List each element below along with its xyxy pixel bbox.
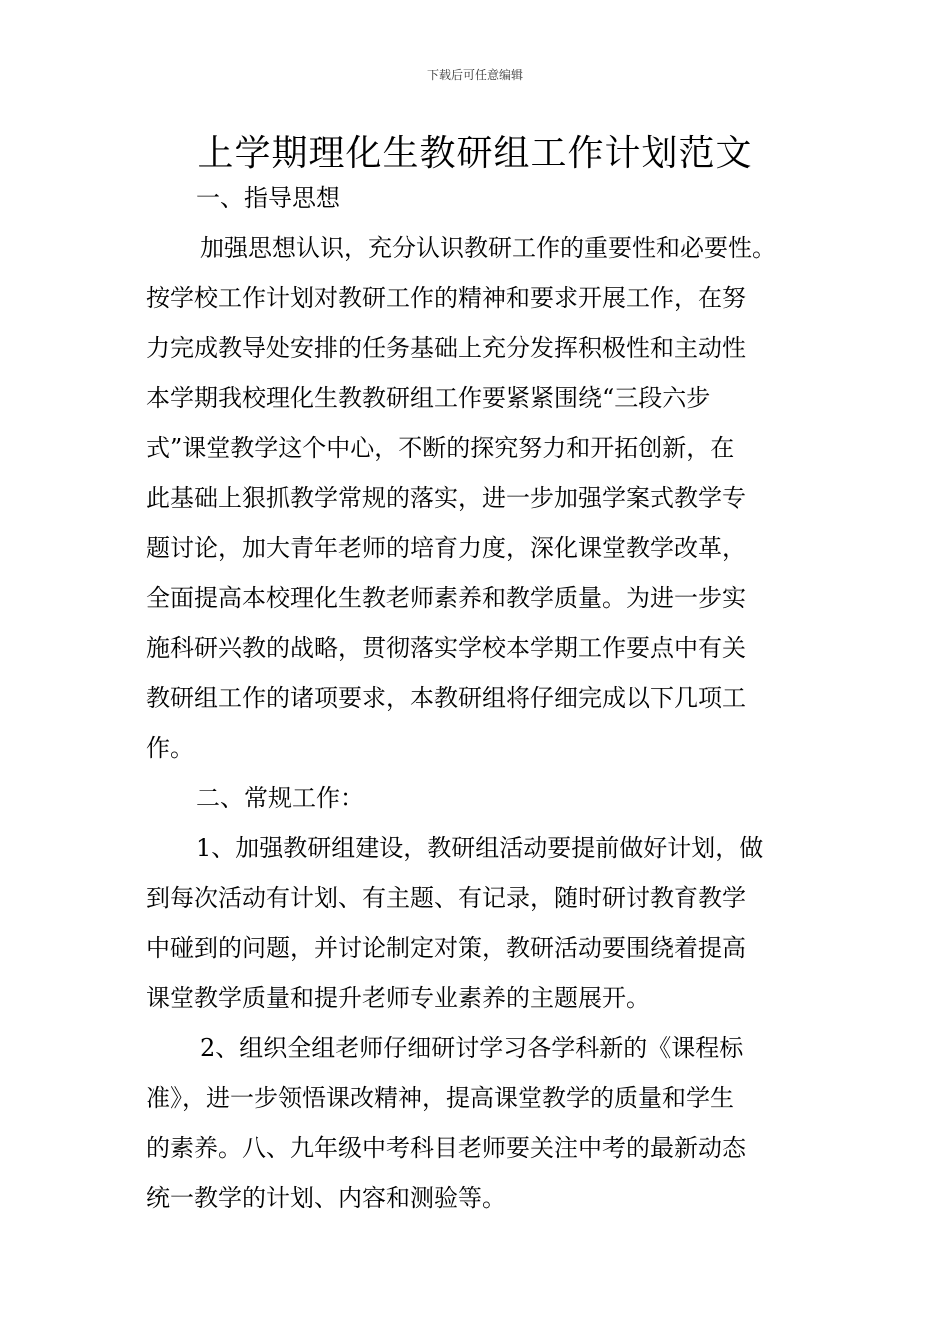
paragraph-line: 式”课堂教学这个中心，不断的探究努力和开拓创新，在	[146, 434, 735, 462]
paragraph-line: 此基础上狠抓教学常规的落实，进一步加强学案式教学专	[146, 484, 746, 512]
paragraph-line: 题讨论，加大青年老师的培育力度，深化课堂教学改革，	[146, 534, 746, 562]
paragraph-line: 准》，进一步领悟课改精神，提高课堂教学的质量和学生	[146, 1084, 734, 1112]
paragraph-line: 力完成教导处安排的任务基础上充分发挥积极性和主动性	[146, 334, 746, 362]
paragraph-line: 1、加强教研组建设，教研组活动要提前做好计划，做	[196, 834, 764, 862]
paragraph-line: 课堂教学质量和提升老师专业素养的主题展开。	[146, 984, 650, 1012]
paragraph-line: 全面提高本校理化生教老师素养和教学质量。为进一步实	[146, 584, 746, 612]
paragraph-line: 的素养。八、九年级中考科目老师要关注中考的最新动态	[146, 1134, 746, 1162]
paragraph-line: 本学期我校理化生教教研组工作要紧紧围绕“三段六步	[146, 384, 711, 412]
paragraph-line: 施科研兴教的战略，贯彻落实学校本学期工作要点中有关	[146, 634, 746, 662]
paragraph-line: 2、组织全组老师仔细研讨学习各学科新的《课程标	[200, 1034, 744, 1062]
paragraph-line: 按学校工作计划对教研工作的精神和要求开展工作，在努	[146, 284, 746, 312]
paragraph-line: 中碰到的问题，并讨论制定对策，教研活动要围绕着提高	[146, 934, 746, 962]
header-note: 下载后可任意编辑	[426, 68, 523, 82]
paragraph-line: 统一教学的计划、内容和测验等。	[146, 1184, 506, 1212]
paragraph-line: 教研组工作的诸项要求，本教研组将仔细完成以下几项工	[146, 684, 746, 712]
paragraph-line: 加强思想认识，充分认识教研工作的重要性和必要性。	[200, 234, 776, 262]
section-heading-guiding-ideology: 一、指导思想	[196, 184, 340, 212]
paragraph-line: 作。	[146, 734, 194, 762]
paragraph-line: 到每次活动有计划、有主题、有记录，随时研讨教育教学	[146, 884, 746, 912]
document-title: 上学期理化生教研组工作计划范文	[197, 133, 753, 174]
section-heading-routine-work: 二、常规工作：	[196, 784, 364, 812]
